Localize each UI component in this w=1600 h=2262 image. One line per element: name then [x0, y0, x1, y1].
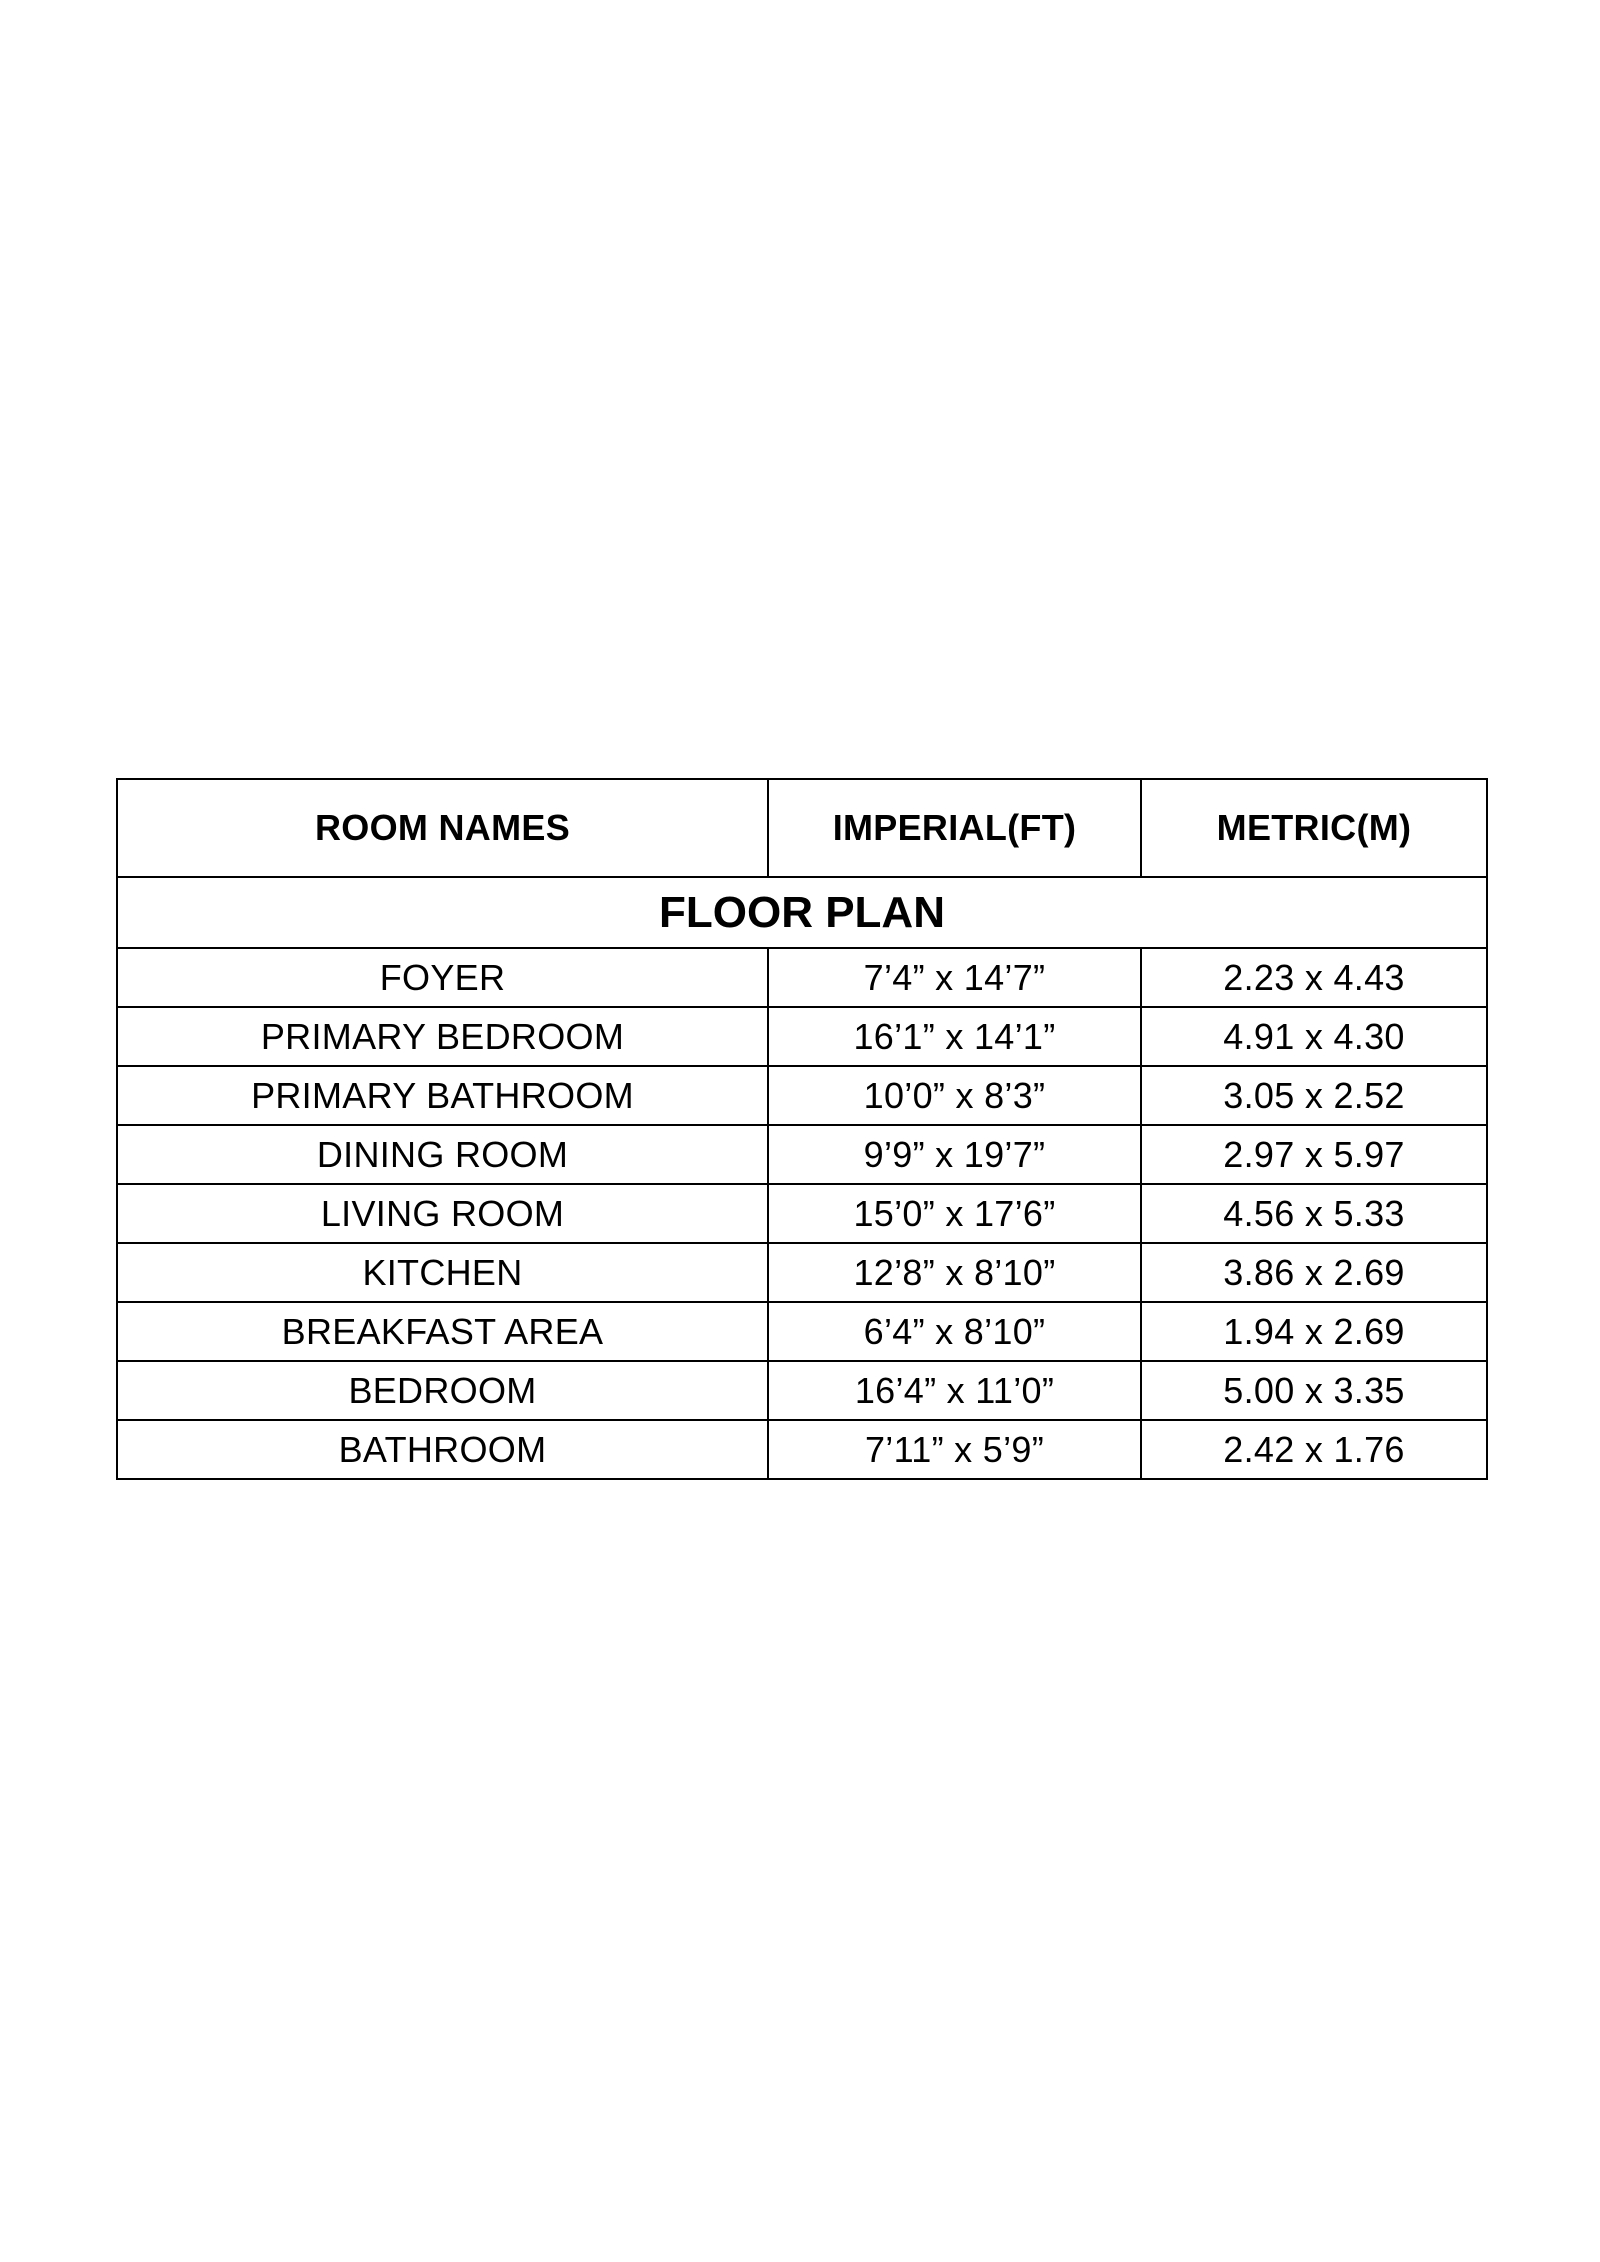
metric-cell: 2.23 x 4.43 [1141, 948, 1487, 1007]
section-row [117, 877, 1487, 948]
room-name-cell: BATHROOM [117, 1420, 768, 1479]
metric-cell: 4.56 x 5.33 [1141, 1184, 1487, 1243]
table-row [117, 1420, 1487, 1479]
metric-cell: 1.94 x 2.69 [1141, 1302, 1487, 1361]
imperial-cell: 16’1” x 14’1” [768, 1007, 1141, 1066]
metric-cell: 3.05 x 2.52 [1141, 1066, 1487, 1125]
room-dimensions-sheet [116, 778, 1486, 1480]
room-name-cell: KITCHEN [117, 1243, 768, 1302]
room-name-cell: DINING ROOM [117, 1125, 768, 1184]
imperial-cell: 12’8” x 8’10” [768, 1243, 1141, 1302]
section-title: FLOOR PLAN [117, 877, 1487, 948]
metric-cell: 2.97 x 5.97 [1141, 1125, 1487, 1184]
imperial-cell: 9’9” x 19’7” [768, 1125, 1141, 1184]
room-name-cell: BEDROOM [117, 1361, 768, 1420]
table-row [117, 1125, 1487, 1184]
room-name-cell: LIVING ROOM [117, 1184, 768, 1243]
table-row [117, 1184, 1487, 1243]
metric-cell: 5.00 x 3.35 [1141, 1361, 1487, 1420]
metric-cell: 3.86 x 2.69 [1141, 1243, 1487, 1302]
table-row [117, 1302, 1487, 1361]
table-row [117, 1007, 1487, 1066]
imperial-cell: 10’0” x 8’3” [768, 1066, 1141, 1125]
table-row [117, 1243, 1487, 1302]
table-row [117, 1066, 1487, 1125]
header-imperial: IMPERIAL(FT) [768, 779, 1141, 877]
table-row [117, 948, 1487, 1007]
metric-cell: 4.91 x 4.30 [1141, 1007, 1487, 1066]
header-room-names: ROOM NAMES [117, 779, 768, 877]
imperial-cell: 7’4” x 14’7” [768, 948, 1141, 1007]
room-name-cell: PRIMARY BEDROOM [117, 1007, 768, 1066]
imperial-cell: 7’11” x 5’9” [768, 1420, 1141, 1479]
room-name-cell: BREAKFAST AREA [117, 1302, 768, 1361]
room-name-cell: PRIMARY BATHROOM [117, 1066, 768, 1125]
metric-cell: 2.42 x 1.76 [1141, 1420, 1487, 1479]
header-metric: METRIC(M) [1141, 779, 1487, 877]
imperial-cell: 16’4” x 11’0” [768, 1361, 1141, 1420]
header-row [117, 779, 1487, 877]
room-name-cell: FOYER [117, 948, 768, 1007]
imperial-cell: 6’4” x 8’10” [768, 1302, 1141, 1361]
table-row [117, 1361, 1487, 1420]
imperial-cell: 15’0” x 17’6” [768, 1184, 1141, 1243]
room-dimensions-table [116, 778, 1488, 1480]
